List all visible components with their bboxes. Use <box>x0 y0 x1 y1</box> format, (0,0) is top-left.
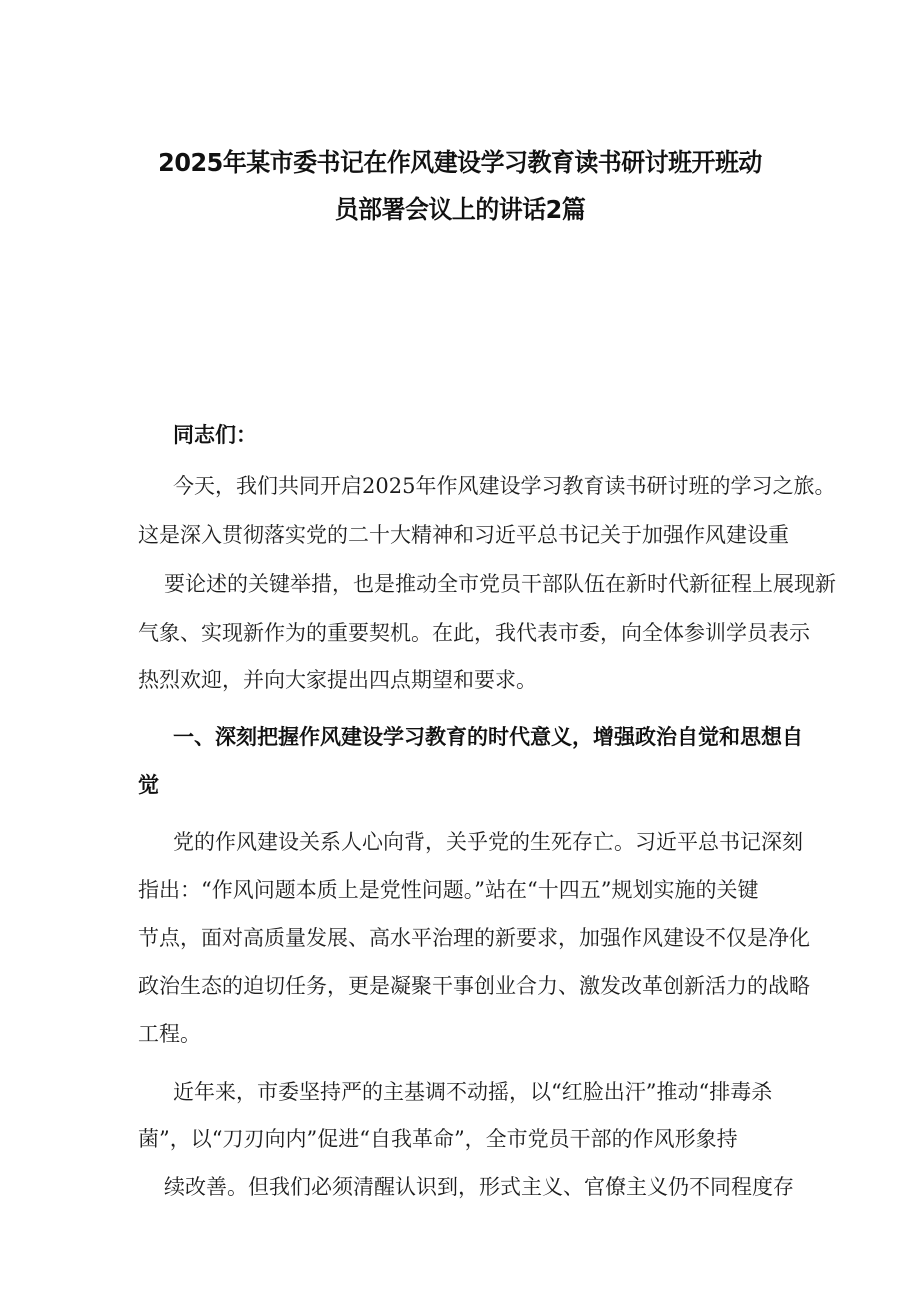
intro-line: 要论述的关键举措，也是推动全市党员干部队伍在新时代新征程上展现新 <box>164 572 836 596</box>
paragraph-1-line: 党的作风建设关系人心向背，关乎党的生死存亡。习近平总书记深刻 <box>173 830 803 854</box>
intro-line: 气象、实现新作为的重要契机。在此，我代表市委，向全体参训学员表示 <box>138 621 810 645</box>
paragraph-1-line: 工程。 <box>138 1022 201 1046</box>
paragraph-1-line: 指出：“作风问题本质上是党性问题。”站在“十四五”规划实施的关键 <box>138 878 759 902</box>
document-title-line-2: 员部署会议上的讲话2篇 <box>334 195 586 224</box>
paragraph-1-line: 政治生态的迫切任务，更是凝聚干事创业合力、激发改革创新活力的战略 <box>138 974 810 998</box>
salutation: 同志们： <box>173 423 257 447</box>
paragraph-1-line: 节点，面对高质量发展、高水平治理的新要求，加强作风建设不仅是净化 <box>138 926 810 950</box>
paragraph-2-line: 近年来，市委坚持严的主基调不动摇，以“红脸出汗”推动“排毒杀 <box>173 1080 773 1104</box>
section-heading-1: 一、深刻把握作风建设学习教育的时代意义，增强政治自觉和思想自 <box>173 725 803 749</box>
paragraph-2-line: 续改善。但我们必须清醒认识到，形式主义、官僚主义仍不同程度存 <box>164 1175 794 1199</box>
section-heading-1-continued: 觉 <box>138 773 159 797</box>
document-title-line-1: 2025年某市委书记在作风建设学习教育读书研讨班开班动 <box>158 148 762 177</box>
intro-line: 今天，我们共同开启2025年作风建设学习教育读书研讨班的学习之旅。 <box>173 474 836 498</box>
intro-line: 热烈欢迎，并向大家提出四点期望和要求。 <box>138 668 537 692</box>
paragraph-2-line: 菌”，以“刀刃向内”促进“自我革命”，全市党员干部的作风形象持 <box>138 1127 738 1151</box>
intro-line: 这是深入贯彻落实党的二十大精神和习近平总书记关于加强作风建设重 <box>138 523 789 547</box>
